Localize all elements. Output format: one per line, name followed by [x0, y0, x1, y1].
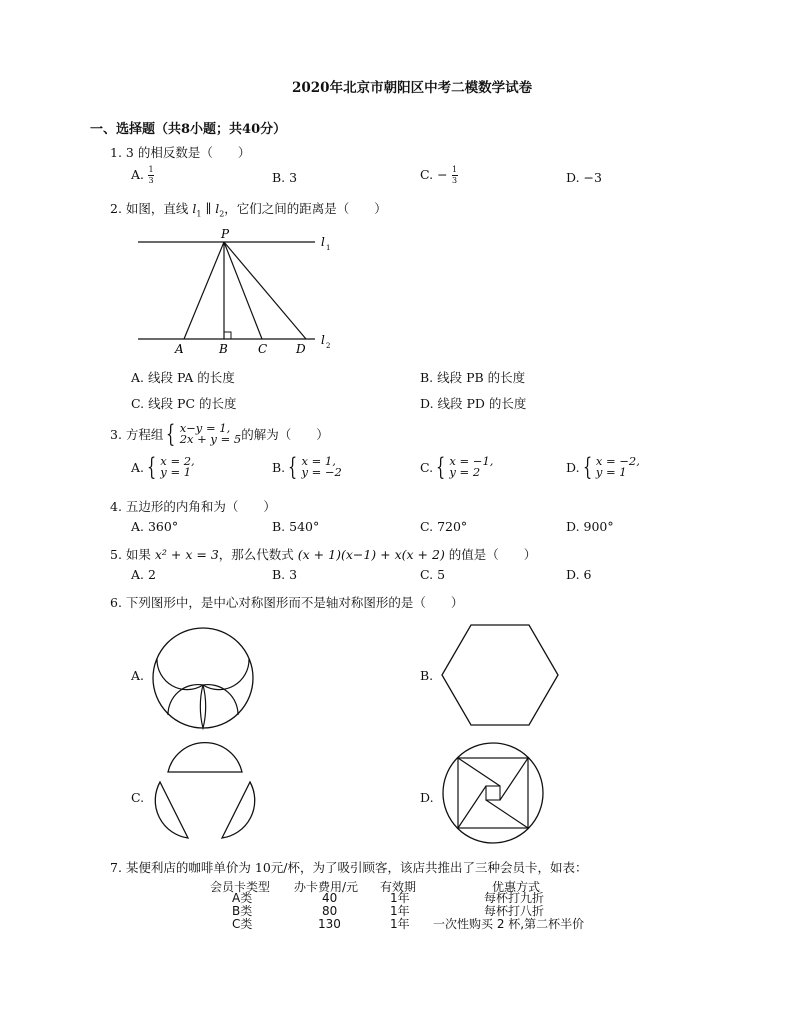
inner-square — [458, 758, 528, 828]
q2-option-a[interactable]: A. 线段 PA 的长度 — [131, 370, 235, 385]
question-4-stem: 4. 五边形的内角和为（ ） — [110, 499, 276, 514]
q3-equation-2: 2x + y = 5 — [179, 432, 242, 446]
q3-d-row1: x = −2, — [595, 454, 640, 468]
q1-option-b[interactable]: B. 3 — [272, 170, 298, 185]
q3-stem-text-end: 的解为（ ） — [241, 427, 329, 442]
q3-option-b[interactable]: B. { x = 1, y = −2 — [272, 453, 342, 481]
pinwheel-line-2 — [500, 758, 528, 800]
table-header-cell: 会员卡类型 — [210, 880, 271, 894]
q3-c-row1: x = −1, — [449, 454, 494, 468]
hexagon-shape — [442, 625, 558, 725]
table-cell: B类 — [232, 904, 253, 918]
q3-equation-1: x−y = 1, — [179, 421, 231, 435]
segment-pa — [184, 242, 224, 339]
q2-line-l2-sub: 2 — [219, 209, 225, 219]
q5-option-b[interactable]: B. 3 — [272, 567, 298, 582]
pinwheel-line-3 — [486, 800, 528, 828]
q6-option-a[interactable]: A. — [131, 668, 145, 683]
center-square — [486, 786, 500, 800]
q1-option-c[interactable] — [420, 166, 458, 185]
right-angle-mark — [224, 332, 231, 339]
segment-pc — [224, 242, 262, 339]
label-b: B — [219, 342, 228, 356]
q1-option-d[interactable]: D. −3 — [566, 170, 602, 185]
fraction-numerator: 1 — [451, 165, 458, 174]
label-d: D — [296, 342, 306, 356]
table-cell: 130 — [318, 917, 341, 931]
q3-option-c-label: C. — [420, 459, 434, 475]
q2-option-c[interactable]: C. 线段 PC 的长度 — [131, 396, 237, 411]
q4-option-a[interactable]: A. 360° — [131, 519, 179, 534]
label-l1: l — [321, 235, 325, 249]
table-cell: 每杯打九折 — [484, 891, 545, 905]
q3-option-c[interactable]: C. { x = −1, y = 2 — [420, 453, 494, 481]
q3-option-b-label: B. — [272, 459, 286, 475]
semicircle-right — [222, 782, 255, 838]
question-3-stem — [110, 422, 329, 446]
q5-stem-text-end: 的值是（ ） — [444, 547, 537, 562]
table-cell: 一次性购买 2 杯,第二杯半价 — [433, 917, 585, 931]
question-2-stem — [110, 199, 387, 219]
table-row — [210, 892, 630, 905]
q4-option-d[interactable]: D. 900° — [566, 519, 614, 534]
q3-c-row2: y = 2 — [449, 465, 481, 479]
table-cell: 40 — [322, 891, 338, 905]
q6-figure-a — [150, 625, 256, 731]
q6-option-c[interactable]: C. — [131, 790, 145, 805]
semicircle-top — [168, 743, 242, 772]
fraction-denominator: 3 — [148, 176, 154, 185]
q6-figure-c — [150, 740, 260, 848]
table-header-cell: 有效期 — [380, 880, 417, 894]
q2-option-d[interactable]: D. 线段 PD 的长度 — [420, 396, 527, 411]
table-header-cell: 办卡费用/元 — [294, 880, 359, 894]
table-header-row — [210, 878, 630, 892]
table-cell: 1年 — [390, 891, 410, 905]
q2-line-l1-sub: 1 — [196, 209, 202, 219]
q4-option-c[interactable]: C. 720° — [420, 519, 468, 534]
q1-option-c-label: C. − — [420, 167, 448, 182]
q2-figure — [130, 226, 345, 356]
q3-equation-system: { x−y = 1, 2x + y = 5 — [166, 420, 242, 448]
q5-expression: (x + 1)(x−1) + x(x + 2) — [297, 547, 445, 562]
q3-option-d[interactable]: D. { x = −2, y = 1 — [566, 453, 640, 481]
label-c: C — [258, 342, 268, 356]
semicircle-left — [155, 782, 188, 838]
page-title: 2020年北京市朝阳区中考二模数学试卷 — [292, 80, 533, 96]
q6-figure-d — [440, 740, 546, 846]
q3-a-row2: y = 1 — [160, 465, 192, 479]
table-cell: 每杯打八折 — [484, 904, 545, 918]
q3-option-d-label: D. — [566, 459, 580, 475]
fraction-denominator: 3 — [451, 176, 458, 185]
q3-stem-text: 3. 方程组 — [110, 427, 164, 442]
section-heading: 一、选择题（共8小题；共40分） — [90, 122, 287, 137]
q6-option-b[interactable]: B. — [420, 668, 434, 683]
table-cell: 1年 — [390, 904, 410, 918]
q2-parallel-sign: ∥ — [201, 201, 216, 216]
table-cell: 1年 — [390, 917, 410, 931]
q5-stem-text: 5. 如果 — [110, 547, 155, 562]
q6-option-d[interactable]: D. — [420, 790, 434, 805]
q2-stem-text: 2. 如图，直线 — [110, 201, 193, 216]
fraction-numerator: 1 — [148, 165, 154, 174]
membership-card-table — [210, 878, 630, 931]
label-l2-sub: 2 — [326, 342, 331, 350]
q5-option-a[interactable]: A. 2 — [131, 567, 156, 582]
q2-option-b[interactable]: B. 线段 PB 的长度 — [420, 370, 526, 385]
q4-option-b[interactable]: B. 540° — [272, 519, 320, 534]
table-row — [210, 918, 630, 931]
question-7-stem: 7. 某便利店的咖啡单价为 10元/杯，为了吸引顾客，该店共推出了三种会员卡，如表： — [110, 860, 588, 875]
table-header-cell: 优惠方式 — [492, 880, 541, 894]
table-cell: A类 — [232, 891, 253, 905]
q1-option-c-fraction — [452, 166, 458, 185]
q2-stem-text-end: ，它们之间的距离是（ ） — [224, 201, 387, 216]
q5-stem-text-mid: ，那么代数式 — [218, 547, 298, 562]
q1-option-a-fraction — [148, 166, 154, 185]
q3-option-a[interactable]: A. { x = 2, y = 1 — [131, 453, 195, 481]
q1-option-a[interactable] — [131, 166, 154, 185]
question-5-stem — [110, 545, 536, 563]
q3-a-row1: x = 2, — [160, 454, 195, 468]
q1-option-a-label: A. — [131, 167, 145, 182]
pinwheel-line-1 — [458, 758, 500, 786]
q5-option-c[interactable]: C. 5 — [420, 567, 446, 582]
q3-b-row2: y = −2 — [301, 465, 342, 479]
q6-figure-b — [440, 623, 560, 727]
q3-b-row1: x = 1, — [301, 454, 336, 468]
label-a: A — [175, 342, 184, 356]
trefoil-arc-side — [168, 685, 238, 715]
question-1-stem: 1. 3 的相反数是（ ） — [110, 145, 251, 160]
question-6-stem: 6. 下列图形中，是中心对称图形而不是轴对称图形的是（ ） — [110, 595, 464, 610]
table-cell: 80 — [322, 904, 338, 918]
label-l2: l — [321, 333, 325, 347]
q3-d-row2: y = 1 — [595, 465, 627, 479]
q5-condition: x² + x = 3 — [154, 547, 219, 562]
label-l1-sub: 1 — [326, 244, 331, 252]
q2-line-l1: l — [192, 201, 197, 216]
trefoil-arc-bottom — [200, 685, 205, 728]
pinwheel-line-4 — [458, 786, 486, 828]
q3-option-a-label: A. — [131, 459, 145, 475]
table-cell: C类 — [232, 917, 253, 931]
q5-option-d[interactable]: D. 6 — [566, 567, 592, 582]
segment-pd — [224, 242, 306, 339]
q2-line-l2: l — [215, 201, 220, 216]
label-p: P — [221, 227, 230, 241]
